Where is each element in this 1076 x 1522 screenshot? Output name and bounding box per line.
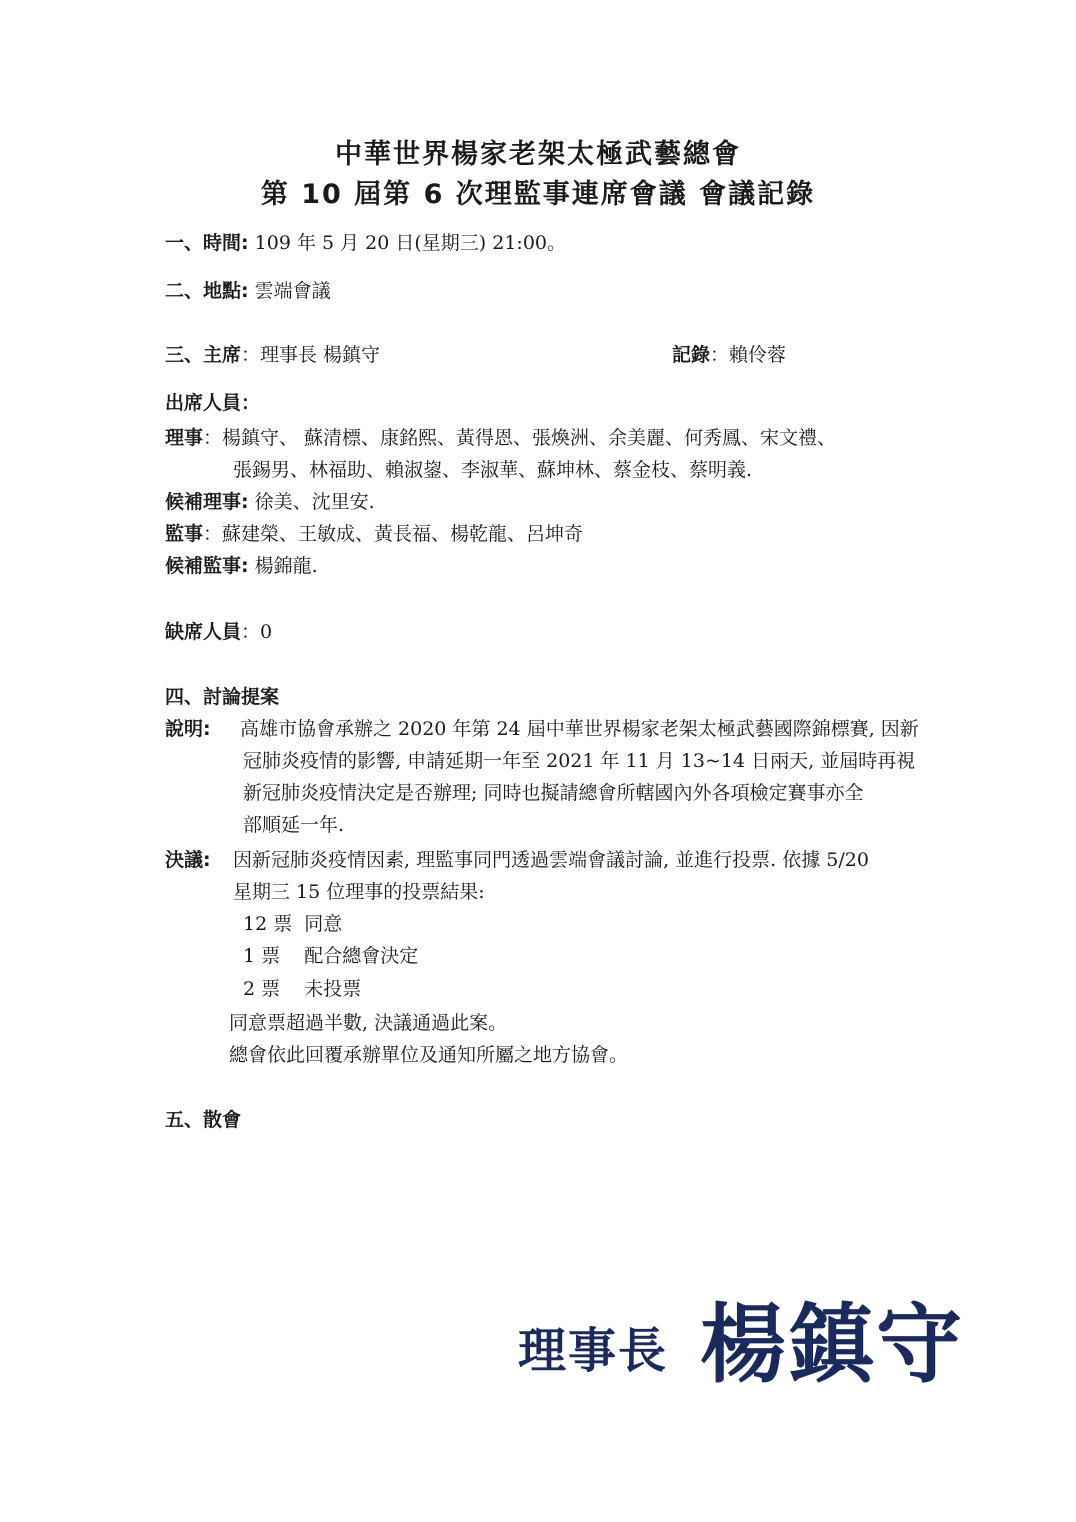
directors-line1: ：楊鎮守、 蘇清標、康銘熙、黃得恩、張煥洲、余美麗、何秀鳳、宋文禮、 (203, 427, 837, 449)
document-subtitle: 第 10 屆第 6 次理監事連席會議 會議記錄 (260, 179, 816, 210)
resolution-line: 星期三 15 位理事的投票結果: (233, 881, 485, 903)
directors-line2: 張錫男、林福助、賴淑鋆、李淑華、蘇坤林、蔡金枝、蔡明義. (233, 459, 753, 481)
time-label: 一、時間: (165, 232, 249, 254)
recorder-row (672, 340, 786, 367)
alt-supervisors-label: 候補監事: (165, 555, 249, 577)
discussion-heading: 四、討論提案 (165, 686, 280, 708)
time-row (165, 228, 566, 255)
absent-label: 缺席人員 (165, 621, 242, 643)
alt-directors-label: 候補理事: (165, 491, 249, 513)
conclusion-line: 總會依此回覆承辦單位及通知所屬之地方協會。 (229, 1044, 629, 1066)
recorder-value: ：賴伶蓉 (710, 344, 787, 366)
resolution-label: 決議: (165, 849, 211, 871)
chair-row (165, 340, 380, 367)
supervisors-value: ：蘇建榮、王敏成、黃長福、楊乾龍、呂坤奇 (203, 523, 584, 545)
chair-value: ：理事長 楊鎮守 (241, 344, 381, 366)
alt-directors-value: 徐美、沈里安. (248, 491, 375, 513)
explanation-line: 部順延一年. (243, 814, 345, 836)
vote-line: 2 票 未投票 (243, 978, 362, 1000)
recorder-label: 記錄 (672, 344, 711, 366)
adjourn-heading: 五、散會 (165, 1109, 242, 1131)
conclusion-line: 同意票超過半數, 決議通過此案。 (229, 1012, 508, 1034)
directors-label: 理事 (165, 427, 204, 449)
explanation-row (165, 714, 211, 741)
attendees-heading: 出席人員： (165, 392, 261, 414)
absent-row (165, 617, 272, 644)
alt-supervisors-row (165, 551, 318, 578)
resolution-row (165, 845, 211, 872)
document-title: 中華世界楊家老架太極武藝總會 (335, 139, 741, 170)
vote-line: 1 票 配合總會決定 (243, 945, 419, 967)
resolution-line: 因新冠肺炎疫情因素, 理監事同門透過雲端會議討論, 並進行投票. 依據 5/20 (233, 849, 869, 871)
explanation-line: 新冠肺炎疫情決定是否辦理; 同時也擬請總會所轄國內外各項檢定賽事亦全 (243, 782, 864, 804)
time-value: 109 年 5 月 20 日(星期三) 21:00。 (254, 232, 567, 254)
supervisors-row (165, 519, 583, 546)
place-label: 二、地點: (165, 280, 249, 302)
explanation-line: 冠肺炎疫情的影響, 申請延期一年至 2021 年 11 月 13~14 日兩天, 並屆時再視 (243, 750, 916, 772)
alt-directors-row (165, 487, 375, 514)
place-row (165, 276, 331, 303)
directors-row (165, 423, 836, 450)
supervisors-label: 監事 (165, 523, 204, 545)
signature-title: 理事長 (518, 1323, 669, 1379)
place-value: 雲端會議 (254, 280, 331, 302)
chair-label: 三、主席 (165, 344, 242, 366)
alt-supervisors-value: 楊錦龍. (248, 555, 318, 577)
signature-name: 楊鎮守 (700, 1294, 964, 1395)
explanation-line: 高雄市協會承辦之 2020 年第 24 屆中華世界楊家老架太極武藝國際錦標賽, 因新 (240, 718, 919, 740)
vote-line: 12 票 同意 (243, 913, 343, 935)
explanation-label: 說明: (165, 718, 211, 740)
absent-value: ：0 (241, 621, 273, 643)
